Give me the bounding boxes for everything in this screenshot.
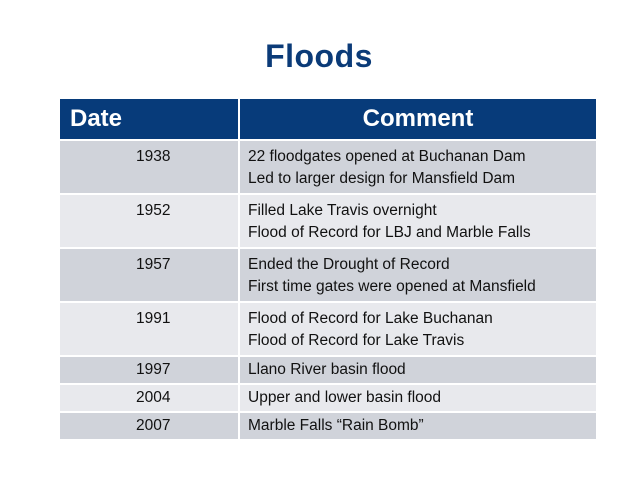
comment-line: 22 floodgates opened at Buchanan Dam: [248, 148, 526, 165]
table-row: [60, 412, 596, 440]
comment-line: Flood of Record for Lake Buchanan: [248, 310, 493, 327]
date-cell: 1997: [60, 356, 239, 384]
table-row: [60, 248, 596, 302]
comment-line: Led to larger design for Mansfield Dam: [248, 170, 516, 187]
comment-line: Flood of Record for Lake Travis: [248, 332, 465, 349]
floods-table: [60, 99, 596, 441]
table-header-row: [60, 99, 596, 140]
comment-cell: [239, 194, 596, 248]
table-row: [60, 194, 596, 248]
comment-cell: [239, 412, 596, 440]
table-row: [60, 356, 596, 384]
comment-line: Upper and lower basin flood: [248, 389, 442, 406]
table-row: [60, 302, 596, 356]
date-cell: 1938: [60, 140, 239, 194]
comment-line: Llano River basin flood: [248, 361, 406, 378]
comment-line: Flood of Record for LBJ and Marble Falls: [248, 224, 531, 241]
slide-title: Floods: [265, 38, 373, 74]
date-cell: 2004: [60, 384, 239, 412]
comment-cell: [239, 248, 596, 302]
comment-cell: [239, 384, 596, 412]
date-cell: 1991: [60, 302, 239, 356]
comment-line: Ended the Drought of Record: [248, 256, 450, 273]
comment-cell: [239, 302, 596, 356]
comment-cell: [239, 140, 596, 194]
comment-cell: [239, 356, 596, 384]
date-cell: 1957: [60, 248, 239, 302]
date-column-header: Date: [60, 99, 239, 140]
comment-line: Marble Falls “Rain Bomb”: [248, 417, 424, 434]
date-cell: 2007: [60, 412, 239, 440]
comment-column-header: Comment: [239, 99, 596, 140]
table-row: [60, 384, 596, 412]
comment-line: Filled Lake Travis overnight: [248, 202, 437, 219]
comment-line: First time gates were opened at Mansfield: [248, 278, 536, 295]
table-row: [60, 140, 596, 194]
date-cell: 1952: [60, 194, 239, 248]
